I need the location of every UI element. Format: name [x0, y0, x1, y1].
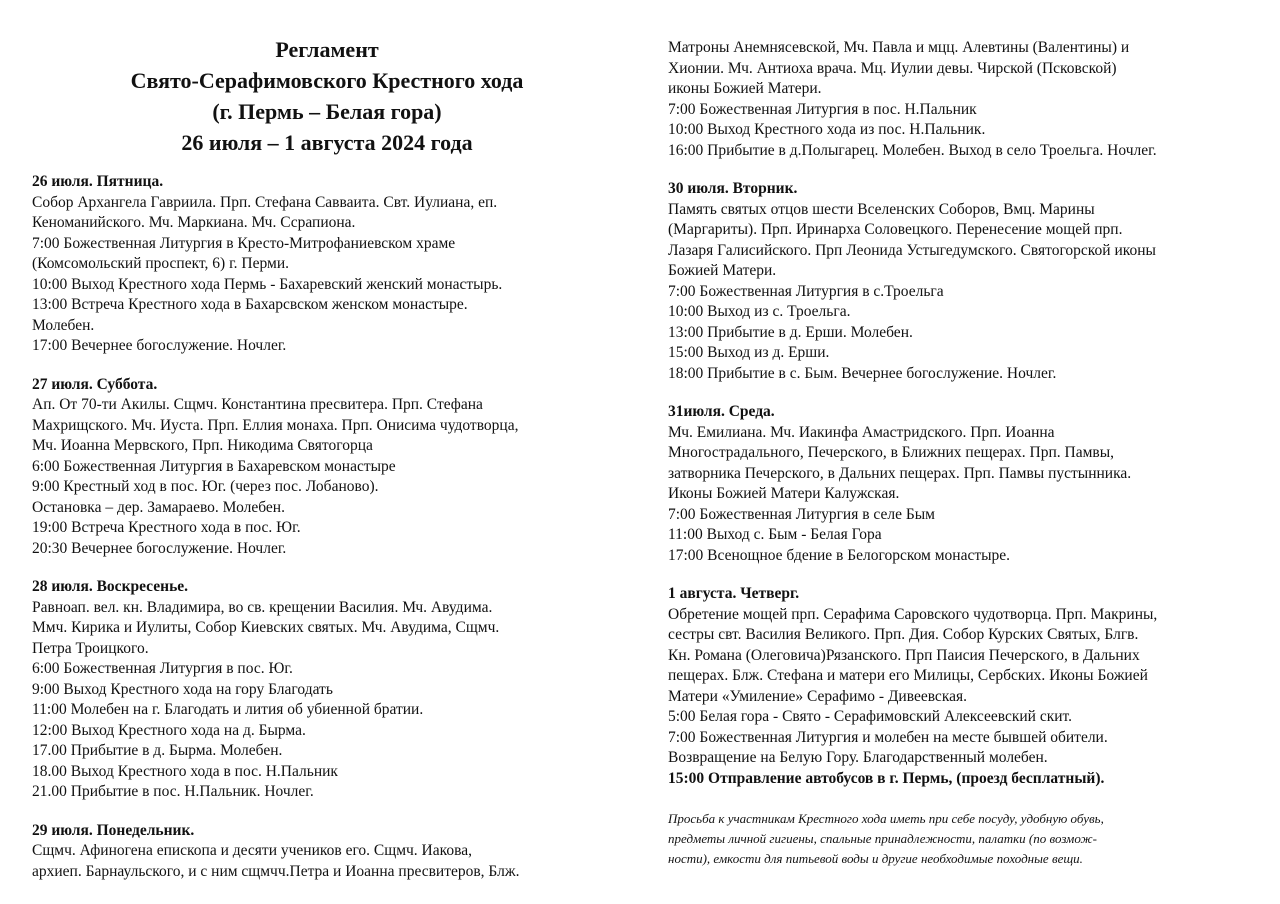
day-section-jul-26 — [32, 172, 622, 357]
day-heading: 26 июля. Пятница. — [32, 173, 164, 190]
schedule-line: иконы Божией Матери. — [668, 80, 822, 97]
schedule-line: Лазаря Галисийского. Прп Леонида Устыгедумского. Святогорской иконы — [668, 241, 1156, 259]
day-heading: 28 июля. Воскресенье. — [32, 578, 189, 595]
schedule-line: Хионии. Мч. Антиоха врача. Мц. Иулии девы. Чирской (Псковской) — [668, 59, 1117, 77]
schedule-line: 7:00 Божественная Литургия и молебен на месте бывшей обители. — [668, 728, 1108, 746]
day-section-jul-29 — [32, 821, 622, 883]
title-line: Регламент — [275, 37, 379, 62]
schedule-line: Многострадального, Печерского, в Ближних пещерах. Прп. Памвы, — [668, 444, 1115, 461]
schedule-line: 19:00 Встреча Крестного хода в пос. Юг. — [32, 519, 301, 536]
schedule-line: Матери «Умиление» Серафимо - Дивеевская. — [668, 687, 967, 705]
schedule-line: 11:00 Выход с. Бым - Белая Гора — [668, 526, 882, 543]
schedule-line: Память святых отцов шести Вселенских Соборов, Вмц. Марины — [668, 200, 1095, 218]
schedule-line: Иконы Божией Матери Калужская. — [668, 485, 900, 502]
schedule-line: Собор Архангела Гавриила. Прп. Стефана Савваита. Свт. Иулиана, еп. — [32, 193, 498, 211]
title-line: 26 июля – 1 августа 2024 года — [181, 130, 473, 155]
schedule-line: 5:00 Белая гора - Свято - Серафимовский Алексеевский скит. — [668, 708, 1073, 725]
schedule-line: Сщмч. Афиногена епископа и десяти учеников его. Сщмч. Иакова, — [32, 842, 472, 859]
day-heading: 31июля. Среда. — [668, 403, 775, 420]
schedule-line: Матроны Анемнясевской, Мч. Павла и мцц. Алевтины (Валентины) и — [668, 39, 1130, 56]
schedule-line: 16:00 Прибытие в д.Полыгарец. Молебен. Выход в село Троельга. Ночлег. — [668, 141, 1157, 159]
day-section-jul-27 — [32, 375, 622, 560]
day-heading: 27 июля. Суббота. — [32, 375, 158, 393]
schedule-line: Божией Матери. — [668, 262, 777, 279]
schedule-line: 13:00 Прибытие в д. Ерши. Молебен. — [668, 323, 913, 341]
schedule-line: 17:00 Вечернее богослужение. Ночлег. — [32, 337, 287, 354]
day-heading: 29 июля. Понедельник. — [32, 821, 195, 839]
schedule-line: Махрищского. Мч. Иуста. Прп. Еллия монаха. Прп. Онисима чудотворца, — [32, 416, 519, 434]
bus-departure-line: 15:00 Отправление автобусов в г. Пермь, (проезд бесплатный). — [668, 769, 1105, 787]
schedule-line: 20:30 Вечернее богослужение. Ночлег. — [32, 539, 287, 557]
schedule-line: 18:00 Прибытие в с. Бым. Вечернее богослужение. Ночлег. — [668, 364, 1057, 382]
document-title — [32, 34, 622, 158]
schedule-line: 6:00 Божественная Литургия в пос. Юг. — [32, 660, 293, 677]
schedule-line: 9:00 Крестный ход в пос. Юг. (через пос. Лобаново). — [32, 478, 379, 495]
schedule-line: 21.00 Прибытие в пос. Н.Пальник. Ночлег. — [32, 783, 314, 800]
schedule-line: Обретение мощей прп. Серафима Саровского чудотворца. Прп. Макрины, — [668, 605, 1158, 623]
schedule-line: (Комсомольский проспект, 6) г. Перми. — [32, 255, 289, 272]
day-section-aug-1 — [668, 584, 1258, 789]
schedule-line: 7:00 Божественная Литургия в с.Троельга — [668, 282, 944, 300]
schedule-line: 17.00 Прибытие в д. Бырма. Молебен. — [32, 742, 283, 759]
day-section-jul-30 — [668, 179, 1258, 384]
schedule-line: 9:00 Выход Крестного хода на гору Благодать — [32, 680, 333, 698]
schedule-line: 17:00 Всенощное бдение в Белогорском монастыре. — [668, 546, 1011, 564]
schedule-line: Возвращение на Белую Гору. Благодарственный молебен. — [668, 749, 1048, 766]
schedule-line: пещерах. Блж. Стефана и матери его Милицы, Сербских. Иконы Божией — [668, 667, 1148, 684]
schedule-line: Кеноманийского. Мч. Маркиана. Мч. Ссрапиона. — [32, 214, 356, 231]
schedule-line: Мч. Иоанна Мервского, Прп. Никодима Святогорца — [32, 437, 373, 454]
day-heading: 30 июля. Вторник. — [668, 180, 798, 197]
schedule-line: Кн. Романа (Олеговича)Рязанского. Прп Паисия Печерского, в Дальних — [668, 646, 1140, 664]
day-section-jul-29-continued — [668, 38, 1258, 161]
schedule-line: архиеп. Барнаульского, и с ним сщмчч.Петра и Иоанна пресвитеров, Блж. — [32, 862, 520, 880]
schedule-line: 6:00 Божественная Литургия в Бахаревском монастыре — [32, 457, 396, 475]
schedule-line: 13:00 Встреча Крестного хода в Бахарсвском женском монастыре. — [32, 296, 468, 313]
left-column — [32, 0, 622, 900]
schedule-line: 7:00 Божественная Литургия в Кресто-Митрофаниевском храме — [32, 234, 456, 252]
schedule-line: 11:00 Молебен на г. Благодать и лития об убиенной братии. — [32, 701, 424, 718]
schedule-line: Молебен. — [32, 316, 95, 334]
note-line: предметы личной гигиены, спальные принадлежности, палатки (по возмож- — [668, 831, 1097, 846]
schedule-line: 15:00 Выход из д. Ерши. — [668, 344, 830, 361]
schedule-line: Ммч. Кирика и Иулиты, Собор Киевских святых. Мч. Авудима, Сщмч. — [32, 619, 500, 636]
schedule-line: 12:00 Выход Крестного хода на д. Бырма. — [32, 721, 306, 739]
right-column — [668, 0, 1258, 869]
day-section-jul-28 — [32, 577, 622, 803]
schedule-line: Остановка – дер. Замараево. Молебен. — [32, 498, 285, 516]
schedule-line: 10:00 Выход из с. Троельга. — [668, 303, 851, 320]
schedule-line: 7:00 Божественная Литургия в пос. Н.Пальник — [668, 100, 977, 118]
schedule-line: 10:00 Выход Крестного хода Пермь - Бахаревский женский монастырь. — [32, 275, 503, 293]
note-line: ности), емкости для питьевой воды и другие необходимые походные вещи. — [668, 851, 1083, 866]
schedule-line: (Маргариты). Прп. Иринарха Соловецкого. Перенесение мощей прп. — [668, 221, 1123, 238]
participant-note — [668, 809, 1258, 869]
day-heading: 1 августа. Четверг. — [668, 585, 800, 602]
title-line: Свято-Серафимовского Крестного хода — [130, 68, 524, 93]
schedule-line: Петра Троицкого. — [32, 639, 149, 657]
day-section-jul-31 — [668, 402, 1258, 566]
schedule-line: сестры свт. Василия Великого. Прп. Дия. Собор Курских Святых, Блгв. — [668, 626, 1139, 643]
schedule-line: Ап. От 70-ти Акилы. Сщмч. Константина пресвитера. Прп. Стефана — [32, 396, 483, 413]
schedule-line: 10:00 Выход Крестного хода из пос. Н.Пальник. — [668, 121, 986, 138]
schedule-line: Мч. Емилиана. Мч. Иакинфа Амастридского. Прп. Иоанна — [668, 423, 1055, 441]
schedule-line: 18.00 Выход Крестного хода в пос. Н.Пальник — [32, 762, 338, 780]
title-line: (г. Пермь – Белая гора) — [212, 99, 442, 124]
schedule-line: 7:00 Божественная Литургия в селе Бым — [668, 505, 935, 523]
schedule-line: затворника Печерского, в Дальних пещерах. Прп. Памвы пустынника. — [668, 464, 1132, 482]
note-line: Просьба к участникам Крестного хода иметь при себе посуду, удобную обувь, — [668, 811, 1104, 826]
schedule-line: Равноап. вел. кн. Владимира, во св. крещении Василия. Мч. Авудима. — [32, 598, 493, 616]
